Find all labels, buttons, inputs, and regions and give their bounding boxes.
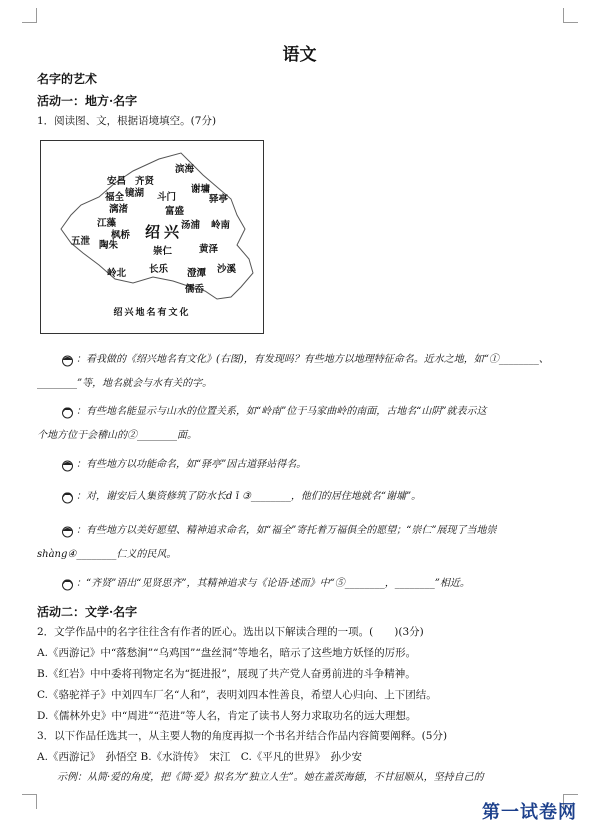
map-place: 黄泽 — [199, 244, 219, 255]
speaker-girl-icon — [61, 406, 74, 419]
map-place: 江藻 — [97, 218, 117, 229]
activity1-heading: 活动一：地方·名字 — [37, 94, 138, 108]
map-place: 沙溪 — [217, 264, 237, 275]
map-place: 长乐 — [149, 264, 169, 275]
corner-mark-bottom-left — [22, 794, 37, 809]
shaoxing-map — [40, 140, 264, 334]
activity2-heading: 活动二：文学·名字 — [37, 605, 138, 619]
dialogue-4: ：对，谢安后人集资修筑了防水长d ī ③________，他们的居住地就名“谢墉”。 — [76, 491, 422, 502]
dialogue-5-line-1: ：有些地方以美好愿望、精神追求命名，如“福全”寄托着万福俱全的愿望；“崇仁”展现了当地崇 — [76, 525, 497, 536]
map-place: 五泄 — [71, 236, 91, 247]
map-place: 斗门 — [157, 192, 177, 203]
map-place: 漓渚 — [109, 204, 129, 215]
question-2: 2．文学作品中的名字往往含有作者的匠心。选出以下解读合理的一项。( )(3分) — [37, 626, 424, 638]
section-title: 名字的艺术 — [37, 72, 98, 86]
map-place: 驿亭 — [209, 194, 229, 205]
map-place: 澄潭 — [187, 268, 207, 279]
option-c: C.《骆驼祥子》中刘四车厂名“人和”，表明刘四本性善良，希望人心归向、上下团结。 — [37, 689, 437, 701]
works-list: A.《西游记》 孙悟空 B.《水浒传》 宋江 C.《平凡的世界》 孙少安 — [37, 751, 363, 763]
dialogue-6: ：“齐贤”语出“见贤思齐”，其精神追求与《论语·述而》中“⑤________，________”相近。 — [76, 578, 470, 589]
map-place: 汤浦 — [181, 220, 201, 231]
speaker-girl-icon — [61, 578, 74, 591]
corner-mark-top-right — [563, 8, 578, 23]
dialogue-1-line-1: ：看我做的《绍兴地名有文化》(右图)，有发现吗？有些地方以地理特征命名。近水之地，如“①________、 — [76, 354, 549, 365]
dialogue-2-line-2: 个地方位于会稽山的②________面。 — [37, 430, 197, 441]
speaker-girl-icon — [61, 491, 74, 504]
example-answer: 示例：从简·爱的角度，把《简·爱》拟名为“独立人生”。她在盖茨海德，不甘屈顺从，坚持自己的 — [57, 772, 484, 783]
option-a: A.《西游记》中“落愁涧”“乌鸡国”“盘丝洞”等地名，暗示了这些地方妖怪的厉形。 — [37, 647, 417, 659]
map-place: 镜湖 — [125, 188, 145, 199]
map-place: 儒岙 — [185, 284, 205, 295]
map-place: 岭南 — [211, 220, 231, 231]
map-place: 枫桥 — [111, 230, 131, 241]
corner-mark-top-left — [22, 8, 37, 23]
speaker-boy-icon — [61, 525, 74, 538]
question-3: 3．以下作品任选其一，从主要人物的角度再拟一个书名并结合作品内容简要阐释。(5分) — [37, 730, 448, 742]
map-caption: 绍兴地名有文化 — [113, 308, 191, 318]
watermark-logo: 第一试卷网 — [482, 802, 577, 823]
map-place: 富盛 — [165, 206, 185, 217]
map-place: 岭北 — [107, 268, 127, 279]
dialogue-2-line-1: ：有些地名能显示与山水的位置关系，如“岭南”位于马家曲岭的南面，古地名“山阴”就表示这 — [76, 406, 487, 417]
dialogue-3: ：有些地方以功能命名，如“驿亭”因古道驿站得名。 — [76, 459, 307, 470]
map-center-label: 绍兴 — [145, 223, 184, 241]
map-place: 齐贤 — [135, 176, 155, 187]
page-title: 语文 — [282, 45, 317, 65]
option-b: B.《红岩》中中委将刊物定名为“挺进报”，展现了共产党人奋勇前进的斗争精神。 — [37, 668, 416, 680]
speaker-boy-icon — [61, 459, 74, 472]
map-place: 滨海 — [175, 164, 195, 175]
map-place: 谢墉 — [191, 184, 211, 195]
map-place: 福全 — [105, 192, 125, 203]
dialogue-1-line-2: ________”等，地名就会与水有关的字。 — [37, 378, 213, 389]
map-place: 陶朱 — [99, 240, 119, 251]
map-place: 崇仁 — [153, 246, 173, 257]
map-place: 安昌 — [107, 176, 127, 187]
speaker-boy-icon — [61, 354, 74, 367]
dialogue-5-line-2: shàng④________仁义的民风。 — [37, 549, 177, 560]
option-d: D.《儒林外史》中“周进”“范进”等人名，肯定了读书人努力求取功名的远大理想。 — [37, 710, 417, 722]
question-1: 1．阅读图、文，根据语境填空。(7分) — [37, 115, 217, 127]
